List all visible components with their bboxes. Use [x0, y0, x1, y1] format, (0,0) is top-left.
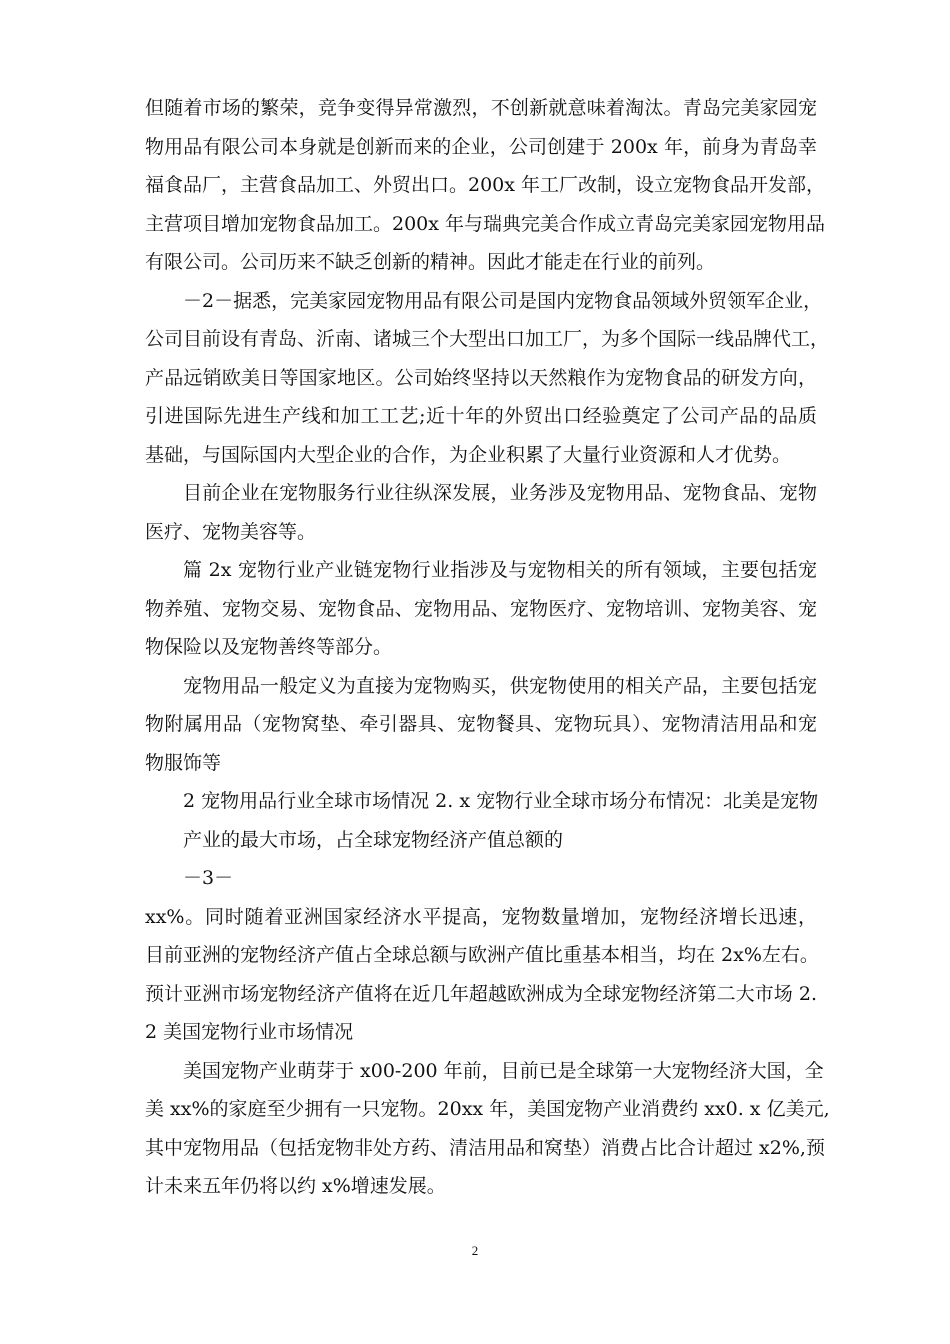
- text-line: 篇 2x 宠物行业产业链宠物行业指涉及与宠物相关的所有领域，主要包括宠: [183, 559, 817, 581]
- text-line: 物养殖、宠物交易、宠物食品、宠物用品、宠物医疗、宠物培训、宠物美容、宠: [145, 597, 817, 620]
- text-line: 有限公司。公司历来不缺乏创新的精神。因此才能走在行业的前列。: [145, 251, 716, 273]
- text-line: 2 美国宠物行业市场情况: [145, 1021, 354, 1043]
- text-line: －3－: [183, 867, 234, 889]
- text-line: 预计亚洲市场宠物经济产值将在近几年超越欧洲成为全球宠物经济第二大市场 2.: [145, 982, 817, 1005]
- text-line: 公司目前设有青岛、沂南、诸城三个大型出口加工厂，为多个国际一线品牌代工，: [145, 328, 830, 350]
- text-line: 目前亚洲的宠物经济产值占全球总额与欧洲产值比重基本相当，均在 2x%左右。: [145, 944, 819, 966]
- text-line: 医疗、宠物美容等。: [145, 520, 317, 543]
- text-line: 计未来五年仍将以约 x%增速发展。: [145, 1175, 446, 1197]
- text-line: 物用品有限公司本身就是创新而来的企业，公司创建于 200x 年，前身为青岛幸: [145, 135, 817, 158]
- text-line: 美国宠物产业萌芽于 x00-200 年前，目前已是全球第一大宠物经济大国，全: [183, 1059, 824, 1082]
- text-line: 宠物用品一般定义为直接为宠物购买，供宠物使用的相关产品，主要包括宠: [183, 674, 817, 697]
- text-line: 产业的最大市场，占全球宠物经济产值总额的: [183, 828, 564, 851]
- text-line: 其中宠物用品（包括宠物非处方药、清洁用品和窝垫）消费占比合计超过 x2%,预: [145, 1136, 825, 1159]
- text-line: 产品远销欧美日等国家地区。公司始终坚持以天然粮作为宠物食品的研发方向，: [145, 366, 817, 389]
- page-number: 2: [471, 1243, 479, 1258]
- text-line: 物服饰等: [145, 751, 222, 774]
- text-line: xx%。同时随着亚洲国家经济水平提高，宠物数量增加，宠物经济增长迅速，: [145, 905, 817, 928]
- text-line: 美 xx%的家庭至少拥有一只宠物。20xx 年，美国宠物产业消费约 xx0. x 亿美元,: [145, 1098, 830, 1120]
- text-line: 主营项目增加宠物食品加工。200x 年与瑞典完美合作成立青岛完美家园宠物用品: [145, 212, 826, 235]
- text-line: 引进国际先进生产线和加工工艺;近十年的外贸出口经验奠定了公司产品的品质: [145, 405, 817, 427]
- text-line: 2 宠物用品行业全球市场情况 2. x 宠物行业全球市场分布情况：北美是宠物: [183, 790, 819, 812]
- text-line: 目前企业在宠物服务行业往纵深发展，业务涉及宠物用品、宠物食品、宠物: [183, 482, 817, 504]
- text-line: 福食品厂，主营食品加工、外贸出口。200x 年工厂改制，设立宠物食品开发部，: [145, 174, 826, 196]
- text-line: 物附属用品（宠物窝垫、牵引器具、宠物餐具、宠物玩具）、宠物清洁用品和宠: [145, 713, 817, 735]
- text-line: 物保险以及宠物善终等部分。: [145, 636, 393, 658]
- document-body: [145, 89, 830, 1206]
- text-line: 基础，与国际国内大型企业的合作，为企业积累了大量行业资源和人才优势。: [145, 443, 792, 466]
- text-line: 但随着市场的繁荣，竞争变得异常激烈，不创新就意味着淘汰。青岛完美家园宠: [145, 97, 817, 119]
- text-line: －2－据悉，完美家园宠物用品有限公司是国内宠物食品领域外贸领军企业，: [183, 289, 823, 312]
